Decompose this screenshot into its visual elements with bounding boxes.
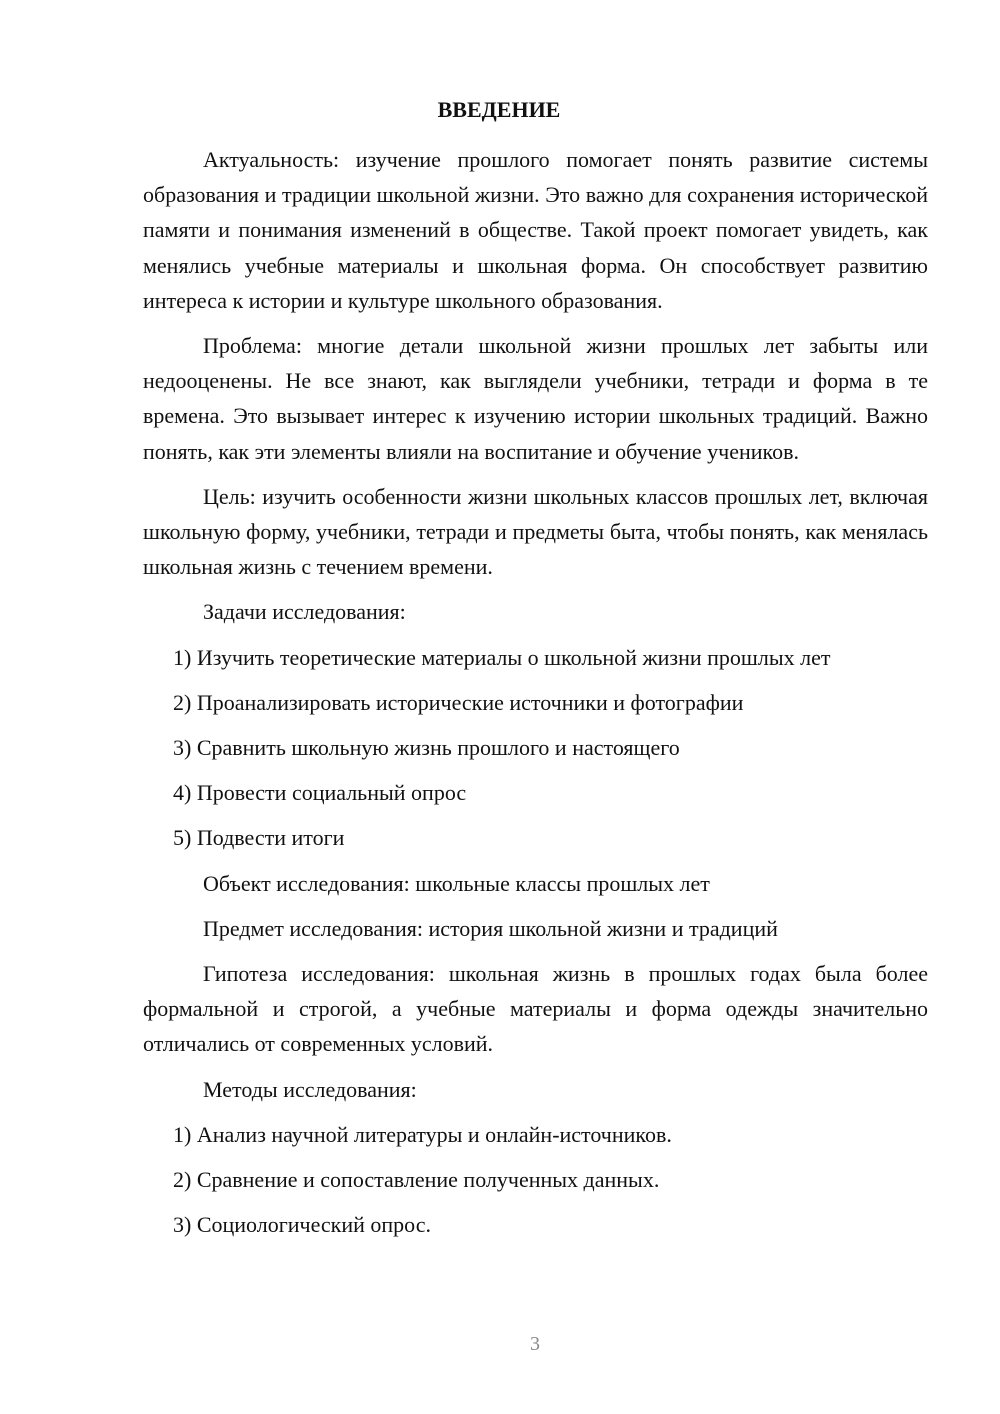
task-item: 5) Подвести итоги xyxy=(173,825,345,851)
page-number: 3 xyxy=(530,1333,540,1355)
research-object: Объект исследования: школьные классы прошлых лет xyxy=(203,870,710,896)
task-item: 2) Проанализировать исторические источники и фотографии xyxy=(173,689,744,715)
method-item: 1) Анализ научной литературы и онлайн-источников. xyxy=(173,1121,672,1147)
document-body xyxy=(143,142,928,1252)
methods-heading: Методы исследования: xyxy=(203,1076,417,1102)
problem-paragraph: Проблема: многие детали школьной жизни прошлых лет забыты или недооценены. Не все знают, как выглядели учебники, тетради и форма в те времена. Это вызывает интерес к изучению истории школьных традиций. Важно понять, как эти элементы влияли на воспитание и обучение учеников. xyxy=(143,333,928,464)
goal-paragraph: Цель: изучить особенности жизни школьных классов прошлых лет, включая школьную форму, учебники, тетради и предметы быта, чтобы понять, как менялась школьная жизнь с течением времени. xyxy=(143,483,928,580)
task-item: 3) Сравнить школьную жизнь прошлого и настоящего xyxy=(173,735,680,761)
task-item: 1) Изучить теоретические материалы о школьной жизни прошлых лет xyxy=(173,644,831,670)
hypothesis-paragraph: Гипотеза исследования: школьная жизнь в прошлых годах была более формальной и строгой, а учебные материалы и форма одежды значительно отличались от современных условий. xyxy=(143,961,928,1057)
method-item: 2) Сравнение и сопоставление полученных данных. xyxy=(173,1167,660,1193)
page-title: ВВЕДЕНИЕ xyxy=(437,97,561,122)
research-subject: Предмет исследования: история школьной жизни и традиций xyxy=(203,915,778,941)
method-item: 3) Социологический опрос. xyxy=(173,1212,431,1238)
task-item: 4) Провести социальный опрос xyxy=(173,780,467,806)
relevance-paragraph: Актуальность: изучение прошлого помогает понять развитие системы образования и традиции школьной жизни. Это важно для сохранения исторической памяти и понимания изменений в обществе. Такой проект помогает увидеть, как менялись учебные материалы и школьная форма. Он способствует развитию интереса к истории и культуре школьного образования. xyxy=(143,147,928,313)
tasks-heading: Задачи исследования: xyxy=(203,599,406,625)
